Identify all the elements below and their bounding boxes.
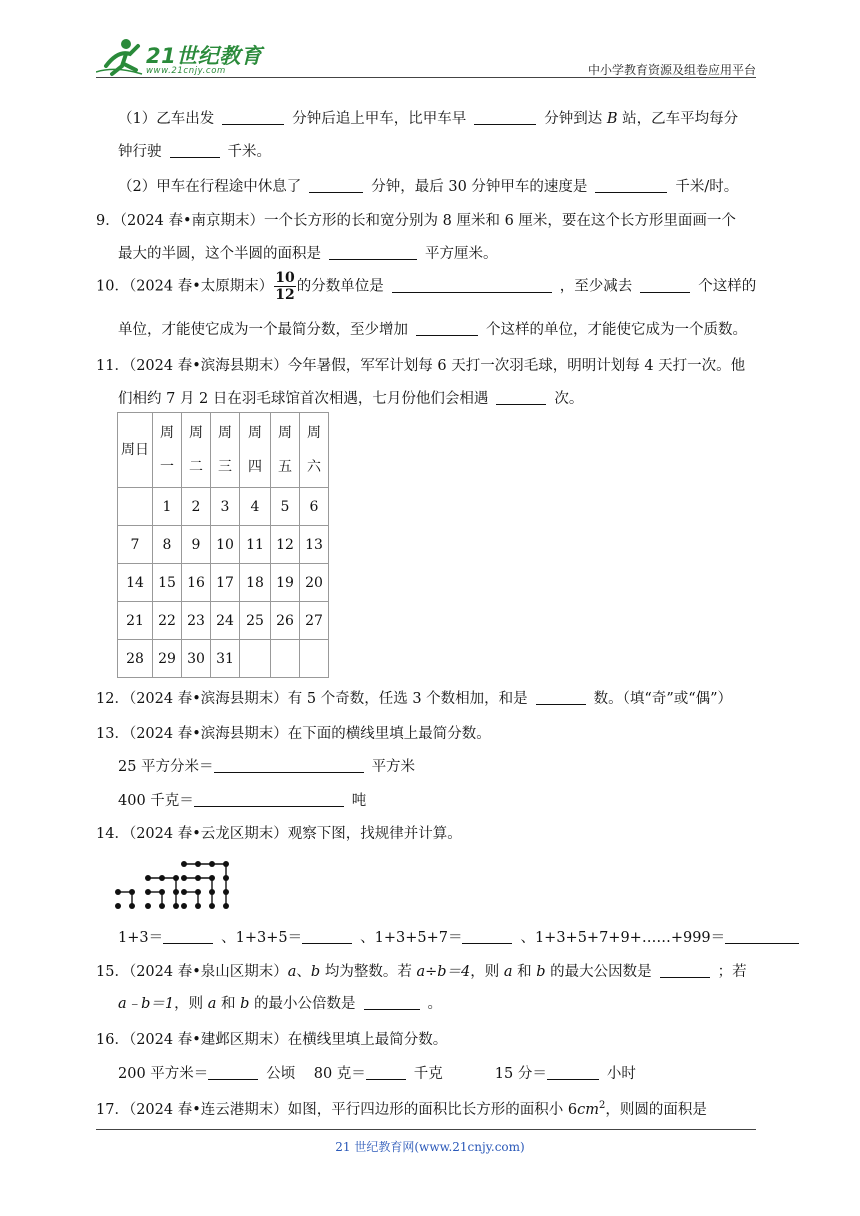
calendar-day-cell: 26 <box>271 602 300 640</box>
calendar-day-cell <box>240 640 271 678</box>
calendar-weekday-header: 周 二 <box>182 413 211 488</box>
calendar-day-cell: 13 <box>300 526 329 564</box>
pattern-dot <box>181 903 187 909</box>
q14-equations: 1+3＝ 、1+3+5＝ 、1+3+5+7＝ 、1+3+5+7+9+……+999＝ <box>118 926 799 947</box>
calendar-day-cell: 6 <box>300 488 329 526</box>
answer-blank[interactable] <box>329 245 417 260</box>
q17-line: 17．（2024 春•连云港期末）如图，平行四边形的面积比长方形的面积小 $6cm^2$，则圆的面积是 <box>96 1100 707 1118</box>
platform-title: 中小学教育资源及组卷应用平台 <box>587 63 756 77</box>
calendar-day-cell: 5 <box>271 488 300 526</box>
answer-blank[interactable] <box>163 929 213 944</box>
calendar-day-cell: 11 <box>240 526 271 564</box>
answer-blank[interactable] <box>660 963 710 978</box>
calendar-weekday-header: 周 五 <box>271 413 300 488</box>
calendar-day-cell: 24 <box>211 602 240 640</box>
calendar-day-cell: 1 <box>153 488 182 526</box>
logo-url: www.21cnjy.com <box>146 66 226 76</box>
q13-line1: 25 平方分米＝ 平方米 <box>118 759 416 775</box>
calendar-day-cell: 25 <box>240 602 271 640</box>
q16-title: 16．（2024 春•建邺区期末）在横线里填上最简分数。 <box>96 1032 448 1048</box>
q12-line: 12．（2024 春•滨海县期末）有 5 个奇数，任选 3 个数相加，和是 数。（填“奇”或“偶”） <box>96 691 733 707</box>
calendar-day-cell: 14 <box>118 564 153 602</box>
fraction-10-12: $\frac{10}{12}$ <box>275 270 295 303</box>
calendar-week-row <box>118 602 329 640</box>
answer-blank[interactable] <box>222 110 284 125</box>
calendar-day-cell: 12 <box>271 526 300 564</box>
calendar-day-cell: 2 <box>182 488 211 526</box>
q11-line2: 们相约 7 月 2 日在羽毛球馆首次相遇，七月份他们会相遇 次。 <box>118 391 584 407</box>
calendar-day-cell: 8 <box>153 526 182 564</box>
calendar-day-cell: 29 <box>153 640 182 678</box>
answer-blank[interactable] <box>595 178 667 193</box>
calendar-day-cell: 22 <box>153 602 182 640</box>
calendar-day-cell: 19 <box>271 564 300 602</box>
calendar-day-cell: 28 <box>118 640 153 678</box>
calendar-day-cell: 9 <box>182 526 211 564</box>
answer-blank[interactable] <box>214 758 364 773</box>
footer-rule <box>96 1129 756 1130</box>
calendar-day-cell: 31 <box>211 640 240 678</box>
answer-blank[interactable] <box>474 110 536 125</box>
q8-part1-line2: 钟行驶 千米。 <box>118 144 271 160</box>
pattern-dot <box>115 903 121 909</box>
calendar-day-cell: 15 <box>153 564 182 602</box>
july-calendar-table <box>117 412 329 678</box>
calendar-day-cell: 27 <box>300 602 329 640</box>
q10-line1: 10．（2024 春•太原期末） $\frac{10}{12}$ 的分数单位是 ，至少减去 个这样的 <box>96 270 757 303</box>
calendar-weekday-header: 周 六 <box>300 413 329 488</box>
pattern-dot <box>145 903 151 909</box>
q10-line2: 单位，才能使它成为一个最简分数，至少增加 个这样的单位，才能使它成为一个质数。 <box>118 322 747 338</box>
answer-blank[interactable] <box>640 278 690 293</box>
q15-line1: 15．（2024 春•泉山区期末）a、b 均为整数。若 a÷b＝4，则 a 和 b 的最大公因数是 ；若 <box>96 964 747 980</box>
answer-blank[interactable] <box>170 143 220 158</box>
calendar-day-cell: 21 <box>118 602 153 640</box>
q8-part2: （2）甲车在行程途中休息了 分钟，最后 30 分钟甲车的速度是 千米/时。 <box>118 179 739 195</box>
calendar-day-cell: 10 <box>211 526 240 564</box>
answer-blank[interactable] <box>416 321 478 336</box>
q9-line1: 9．（2024 春•南京期末）一个长方形的长和宽分别为 8 厘米和 6 厘米，要在这个长方形里面画一个 <box>96 213 736 229</box>
answer-blank[interactable] <box>536 690 586 705</box>
answer-blank[interactable] <box>194 792 344 807</box>
calendar-day-cell: 18 <box>240 564 271 602</box>
calendar-weekday-header: 周 一 <box>153 413 182 488</box>
q13-title: 13．（2024 春•滨海县期末）在下面的横线里填上最简分数。 <box>96 726 491 742</box>
q14-title: 14．（2024 春•云龙区期末）观察下图，找规律并计算。 <box>96 826 462 842</box>
q13-line2: 400 千克＝ 吨 <box>118 793 367 809</box>
calendar-week-row <box>118 488 329 526</box>
calendar-day-cell: 3 <box>211 488 240 526</box>
calendar-week-row <box>118 526 329 564</box>
answer-blank[interactable] <box>462 929 512 944</box>
dot-pattern-figure <box>112 846 252 912</box>
q8-part1-line1: （1）乙车出发 分钟后追上甲车，比甲车早 分钟到达 B 站，乙车平均每分 <box>118 111 739 127</box>
footer-site: 21 世纪教育网(www.21cnjy.com) <box>335 1140 525 1154</box>
calendar-day-cell: 20 <box>300 564 329 602</box>
calendar-day-cell: 7 <box>118 526 153 564</box>
answer-blank[interactable] <box>302 929 352 944</box>
answer-blank[interactable] <box>496 390 546 405</box>
answer-blank[interactable] <box>725 929 799 944</box>
calendar-week-row <box>118 564 329 602</box>
calendar-week-row <box>118 640 329 678</box>
answer-blank[interactable] <box>366 1065 406 1080</box>
calendar-day-cell: 4 <box>240 488 271 526</box>
answer-blank[interactable] <box>547 1065 599 1080</box>
q15-line2: a﹣b＝1，则 a 和 b 的最小公倍数是 。 <box>118 996 443 1012</box>
calendar-day-cell <box>271 640 300 678</box>
answer-blank[interactable] <box>208 1065 258 1080</box>
calendar-day-cell <box>118 488 153 526</box>
answer-blank[interactable] <box>364 995 420 1010</box>
calendar-weekday-header: 周日 <box>118 413 153 488</box>
calendar-day-cell: 30 <box>182 640 211 678</box>
calendar-day-cell: 16 <box>182 564 211 602</box>
header-rule <box>96 77 756 78</box>
calendar-day-cell <box>300 640 329 678</box>
q11-line1: 11．（2024 春•滨海县期末）今年暑假，军军计划每 6 天打一次羽毛球，明明计划每 4 天打一次。他 <box>96 358 746 374</box>
calendar-day-cell: 17 <box>211 564 240 602</box>
calendar-weekday-header: 周 三 <box>211 413 240 488</box>
q16-line: 200 平方米＝ 公顷 80 克＝ 千克 15 分＝ 小时 <box>118 1066 636 1082</box>
logo-text: 21世纪教育 <box>146 44 263 68</box>
calendar-day-cell: 23 <box>182 602 211 640</box>
answer-blank[interactable] <box>309 178 363 193</box>
answer-blank[interactable] <box>392 278 552 293</box>
q9-line2: 最大的半圆，这个半圆的面积是 平方厘米。 <box>118 246 498 262</box>
calendar-weekday-header: 周 四 <box>240 413 271 488</box>
